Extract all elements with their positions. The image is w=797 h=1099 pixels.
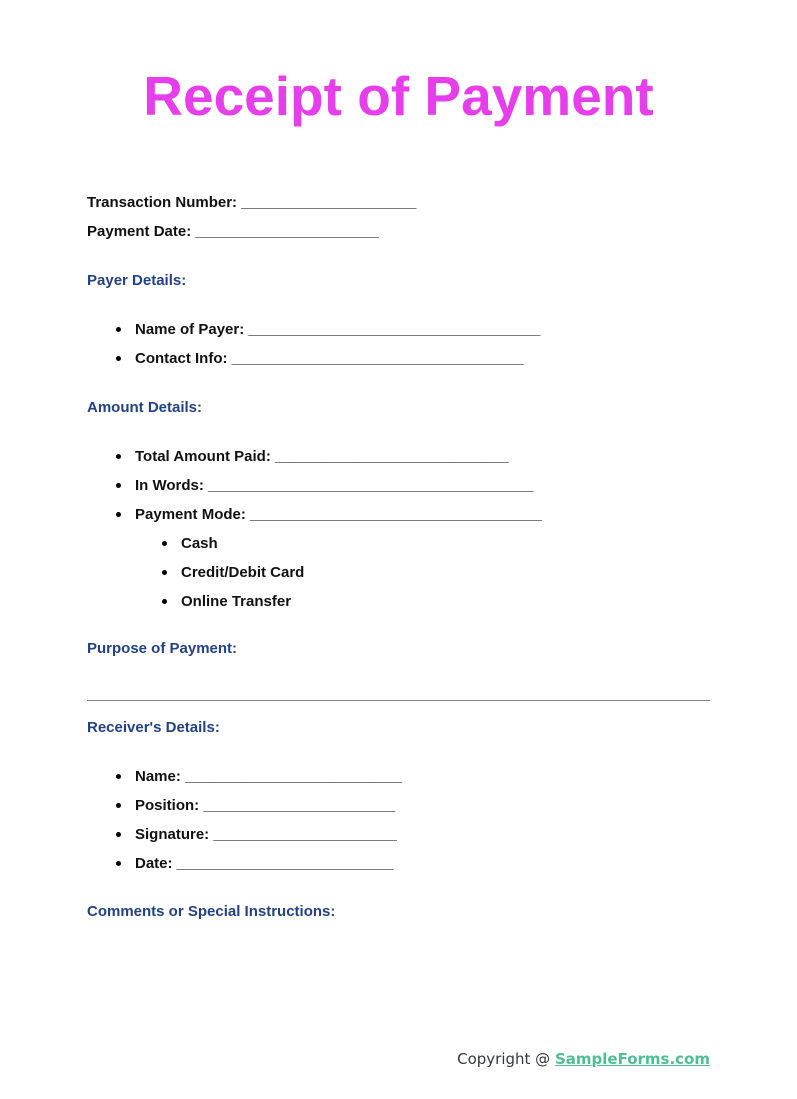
bullet-icon <box>162 570 167 575</box>
contact-info-field: Contact Info: ___________________________________ <box>135 350 524 367</box>
bullet-icon <box>116 774 121 779</box>
list-item <box>87 500 710 529</box>
receiver-signature-field: Signature: ______________________ <box>135 826 397 843</box>
receiver-date-field: Date: __________________________ <box>135 855 394 872</box>
meta-fields <box>87 188 710 246</box>
payment-date-field: Payment Date: ______________________ <box>87 223 379 240</box>
receivers-details-list <box>87 762 710 878</box>
bullet-icon <box>116 832 121 837</box>
bullet-icon <box>116 454 121 459</box>
list-item <box>87 587 710 616</box>
bullet-icon <box>116 803 121 808</box>
transaction-number-field: Transaction Number: _____________________ <box>87 194 417 211</box>
payment-mode-online-transfer: Online Transfer <box>181 593 292 610</box>
payer-details-heading: Payer Details: <box>87 272 187 289</box>
sampleforms-link[interactable]: SampleForms.com <box>554 1050 710 1068</box>
list-item <box>87 762 710 791</box>
comments-heading: Comments or Special Instructions: <box>87 903 336 920</box>
list-item <box>87 849 710 878</box>
receipt-document <box>0 64 797 926</box>
list-item <box>87 529 710 558</box>
receivers-details-heading: Receiver's Details: <box>87 719 220 736</box>
list-item <box>87 344 710 373</box>
total-amount-paid-field: Total Amount Paid: ____________________________ <box>135 448 509 465</box>
bullet-icon <box>116 512 121 517</box>
payer-details-list <box>87 315 710 373</box>
bullet-icon <box>162 599 167 604</box>
section-divider <box>87 700 710 701</box>
copyright-prefix: Copyright @ <box>457 1050 555 1068</box>
name-of-payer-field: Name of Payer: ___________________________________ <box>135 321 541 338</box>
list-item <box>87 791 710 820</box>
list-item <box>87 315 710 344</box>
bullet-icon <box>116 483 121 488</box>
list-item <box>87 558 710 587</box>
bullet-icon <box>162 541 167 546</box>
receiver-position-field: Position: _______________________ <box>135 797 396 814</box>
list-item <box>87 442 710 471</box>
in-words-field: In Words: _______________________________________ <box>135 477 534 494</box>
bullet-icon <box>116 861 121 866</box>
receiver-name-field: Name: __________________________ <box>135 768 402 785</box>
list-item <box>87 471 710 500</box>
bullet-icon <box>116 356 121 361</box>
payment-mode-card: Credit/Debit Card <box>181 564 305 581</box>
purpose-of-payment-heading: Purpose of Payment: <box>87 640 238 657</box>
payment-mode-cash: Cash <box>181 535 218 552</box>
amount-details-list <box>87 442 710 529</box>
payment-mode-options-list <box>87 529 710 616</box>
page-title: Receipt of Payment <box>143 65 654 127</box>
amount-details-heading: Amount Details: <box>87 399 203 416</box>
bullet-icon <box>116 327 121 332</box>
payment-mode-field: Payment Mode: ___________________________________ <box>135 506 542 523</box>
list-item <box>87 820 710 849</box>
footer-copyright <box>457 1047 710 1071</box>
